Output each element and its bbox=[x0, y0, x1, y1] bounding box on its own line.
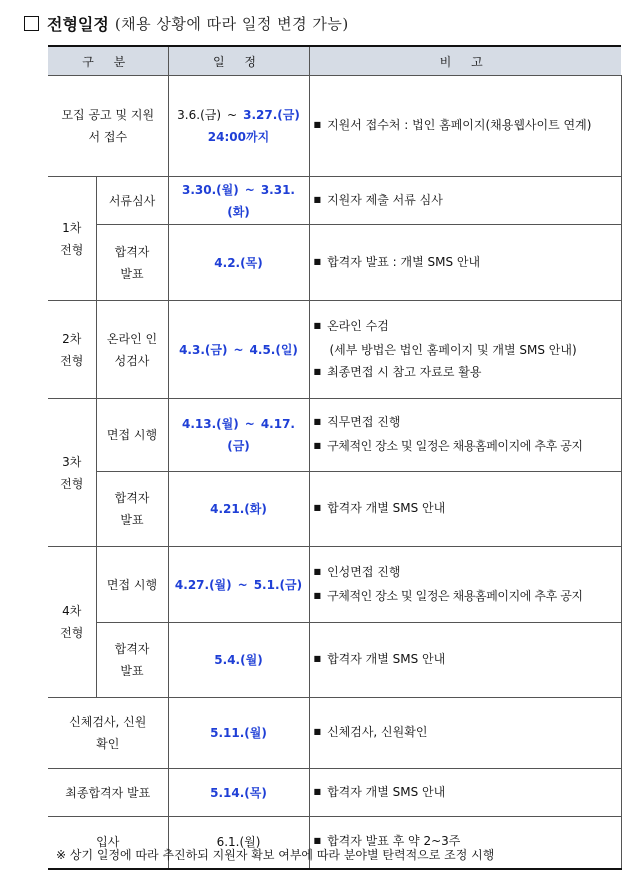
note-text: (세부 방법은 법인 홈페이지 및 개별 SMS 안내) bbox=[329, 342, 577, 357]
row-date bbox=[168, 301, 309, 399]
tilde: ~ bbox=[244, 417, 255, 431]
row-notes bbox=[309, 301, 621, 399]
schedule-table bbox=[48, 45, 622, 870]
table-row bbox=[48, 76, 621, 177]
table-row bbox=[48, 301, 621, 399]
bullet-icon: ■ bbox=[313, 441, 322, 450]
note-text: 최종면접 시 참고 자료로 활용 bbox=[327, 364, 482, 379]
bullet-icon: ■ bbox=[313, 836, 322, 846]
sub-label: 서류심사 bbox=[96, 177, 168, 225]
title-main: 전형일정 bbox=[47, 14, 109, 34]
note-text: 직무면접 진행 bbox=[327, 415, 401, 429]
tilde: ~ bbox=[233, 342, 244, 357]
table-row bbox=[48, 399, 621, 472]
header-row bbox=[48, 46, 621, 76]
header-category: 구 분 bbox=[48, 46, 168, 76]
tilde: ~ bbox=[227, 108, 238, 122]
note-text: 합격자 개별 SMS 안내 bbox=[327, 784, 446, 799]
row-date bbox=[168, 399, 309, 472]
bullet-icon: ■ bbox=[313, 120, 322, 129]
title-note: (채용 상황에 따라 일정 변경 가능) bbox=[114, 14, 349, 33]
bullet-icon: ■ bbox=[313, 503, 322, 512]
date-end: 4.17.(금) bbox=[227, 417, 295, 453]
group-text: 2차 전형 bbox=[60, 331, 84, 368]
row-date: 5.11.(월) bbox=[168, 698, 309, 769]
bullet-icon: ■ bbox=[313, 320, 322, 330]
sub-label bbox=[96, 301, 168, 399]
date-end: 3.31.(화) bbox=[227, 182, 295, 219]
date-start: 3.30.(월) bbox=[182, 182, 239, 197]
bullet-icon: ■ bbox=[313, 654, 322, 663]
bullet-icon: ■ bbox=[313, 590, 322, 600]
row-date: 5.4.(월) bbox=[168, 623, 309, 698]
row-date: 4.2.(목) bbox=[168, 225, 309, 301]
row-date: 4.21.(화) bbox=[168, 472, 309, 547]
row-date: 6.1.(월) bbox=[168, 817, 309, 869]
row-date bbox=[168, 547, 309, 623]
sub-label bbox=[96, 623, 168, 698]
table-row bbox=[48, 698, 621, 769]
category-label: 모집 공고 및 지원서 접수 bbox=[61, 108, 155, 144]
header-remarks: 비 고 bbox=[309, 46, 621, 76]
row-category: 입사 bbox=[48, 817, 168, 869]
group-label bbox=[48, 399, 96, 547]
note-text: 합격자 개별 SMS 안내 bbox=[327, 501, 446, 515]
row-date bbox=[168, 76, 309, 177]
row-date bbox=[168, 177, 309, 225]
note-text: 신체검사, 신원확인 bbox=[327, 725, 428, 739]
sub-text: 합격자 발표 bbox=[114, 244, 150, 281]
header-schedule: 일 정 bbox=[168, 46, 309, 76]
row-notes bbox=[309, 472, 621, 547]
table-row bbox=[48, 769, 621, 817]
row-date: 5.14.(목) bbox=[168, 769, 309, 817]
bullet-icon: ■ bbox=[313, 417, 322, 426]
category-label: 신체검사, 신원확인 bbox=[69, 715, 147, 751]
row-notes bbox=[309, 623, 621, 698]
tilde: ~ bbox=[237, 577, 248, 592]
note-text: 인성면접 진행 bbox=[327, 564, 401, 579]
note-text: 구체적인 장소 및 일정은 채용홈페이지에 추후 공지 bbox=[327, 439, 583, 453]
row-notes bbox=[309, 547, 621, 623]
table-row bbox=[48, 623, 621, 698]
row-notes bbox=[309, 177, 621, 225]
bullet-icon: ■ bbox=[313, 786, 322, 796]
group-label bbox=[48, 547, 96, 698]
date-start: 4.13.(월) bbox=[182, 417, 239, 431]
date-end: 4.5.(일) bbox=[249, 342, 298, 357]
table-row bbox=[48, 177, 621, 225]
sub-label bbox=[96, 225, 168, 301]
date-time: 24:00까지 bbox=[207, 130, 270, 144]
date-end: 5.1.(금) bbox=[253, 577, 303, 592]
date-start: 4.27.(월) bbox=[174, 577, 232, 592]
group-text: 4차 전형 bbox=[60, 604, 84, 640]
bullet-icon: ■ bbox=[313, 727, 322, 736]
bullet-icon: ■ bbox=[313, 194, 322, 204]
table-row bbox=[48, 547, 621, 623]
row-notes bbox=[309, 225, 621, 301]
row-category: 최종합격자 발표 bbox=[48, 769, 168, 817]
row-notes bbox=[309, 769, 621, 817]
note-text: 합격자 발표 후 약 2~3주 bbox=[327, 834, 461, 849]
note-text: 지원서 접수처 : 법인 홈페이지(채용웹사이트 연계) bbox=[327, 118, 592, 132]
sub-label: 면접 시행 bbox=[96, 547, 168, 623]
row-notes bbox=[309, 698, 621, 769]
row-notes bbox=[309, 76, 621, 177]
table-row bbox=[48, 472, 621, 547]
bullet-icon: ■ bbox=[313, 366, 322, 376]
date-start: 3.6.(금) bbox=[177, 108, 222, 122]
row-notes bbox=[309, 399, 621, 472]
tilde: ~ bbox=[244, 182, 255, 197]
row-category bbox=[48, 76, 168, 177]
group-text: 1차 전형 bbox=[60, 220, 84, 257]
group-text: 3차 전형 bbox=[60, 454, 84, 491]
note-text: 합격자 발표 : 개별 SMS 안내 bbox=[327, 254, 481, 269]
date-start: 4.3.(금) bbox=[179, 342, 228, 357]
note-text: 지원자 제출 서류 심사 bbox=[327, 192, 443, 207]
date-end: 3.27.(금) bbox=[243, 108, 300, 122]
checkbox-icon bbox=[24, 16, 39, 31]
group-label bbox=[48, 301, 96, 399]
sub-text: 합격자 발표 bbox=[114, 491, 150, 527]
section-title bbox=[24, 10, 349, 36]
table-row bbox=[48, 225, 621, 301]
group-label bbox=[48, 177, 96, 301]
bullet-icon: ■ bbox=[313, 566, 322, 576]
sub-label bbox=[96, 472, 168, 547]
footnote: ※ 상기 일정에 따라 추진하되 지원자 확보 여부에 따라 분야별 탄력적으로 조정 시행 bbox=[56, 848, 495, 862]
note-text: 구체적인 장소 및 일정은 채용홈페이지에 추후 공지 bbox=[327, 588, 583, 603]
row-category bbox=[48, 698, 168, 769]
sub-text: 온라인 인성검사 bbox=[106, 331, 158, 368]
sub-text: 합격자 발표 bbox=[114, 642, 150, 678]
note-text: 온라인 수검 bbox=[327, 318, 389, 333]
sub-label: 면접 시행 bbox=[96, 399, 168, 472]
note-text: 합격자 개별 SMS 안내 bbox=[327, 652, 446, 666]
bullet-icon: ■ bbox=[313, 256, 322, 266]
